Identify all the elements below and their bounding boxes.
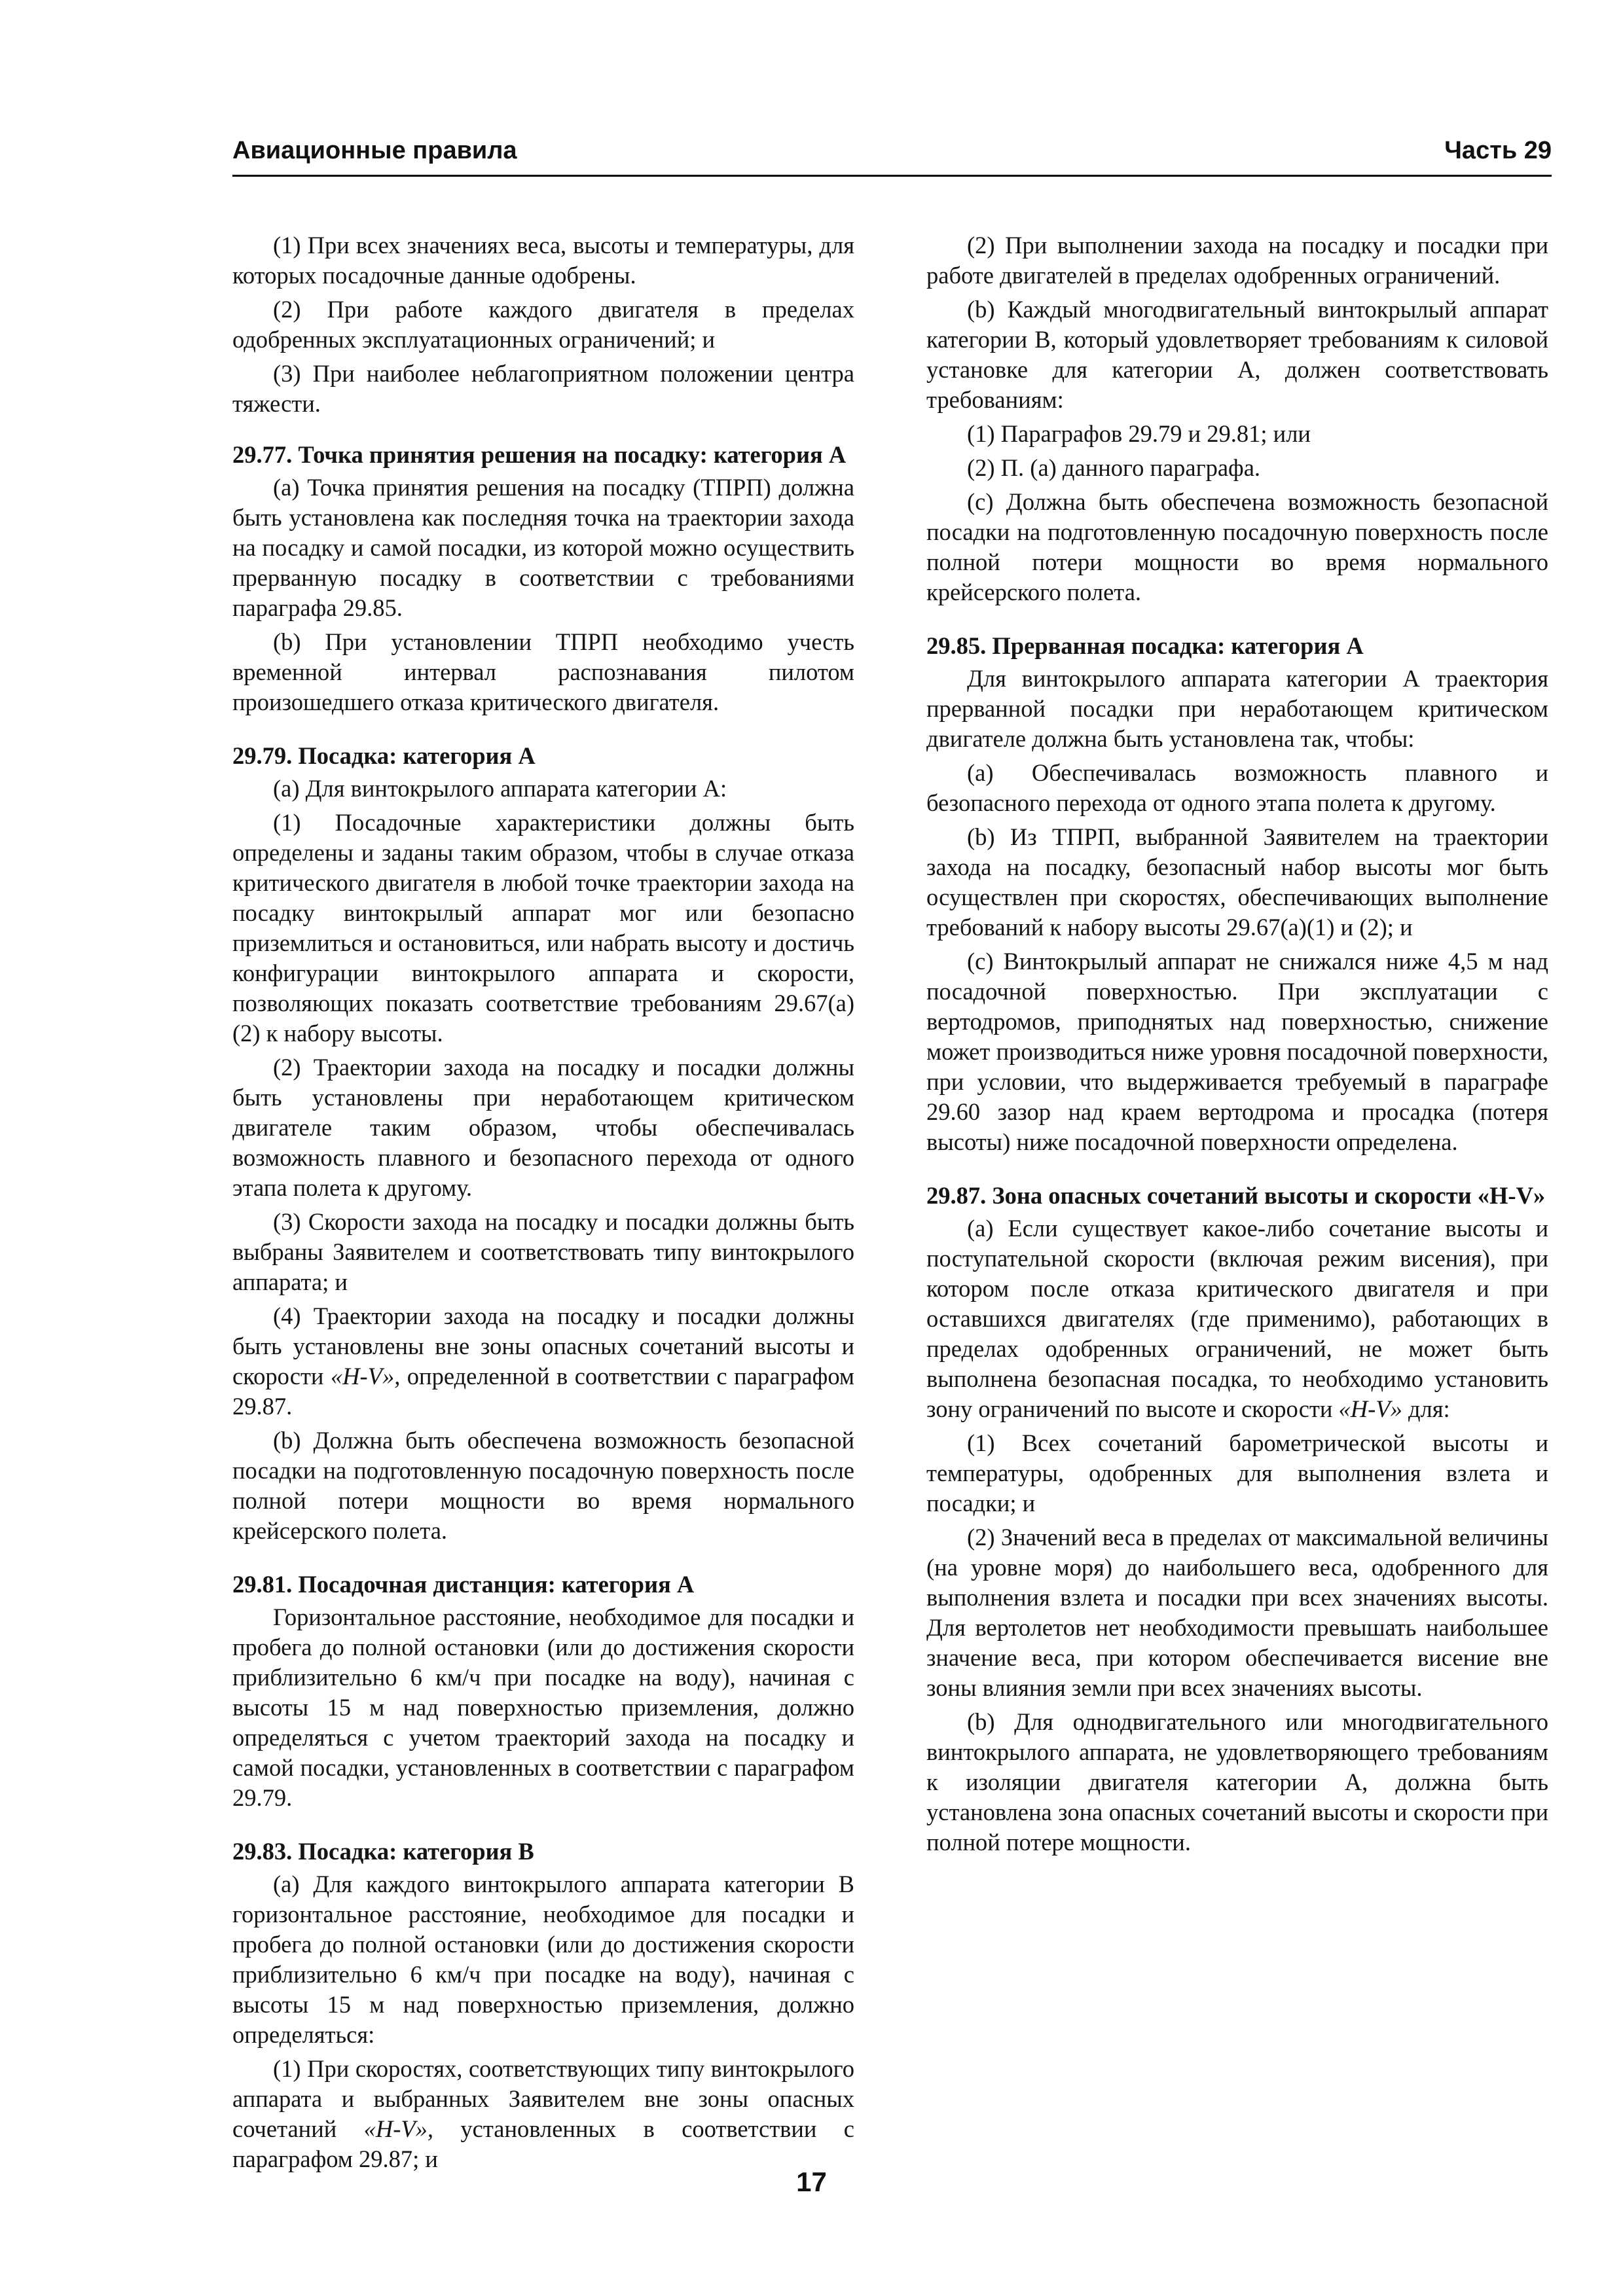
text-run: для: [1402,1395,1450,1422]
text-run: определенной в соответствии с параграфом 29.87. [232,1363,854,1420]
paragraph: (а) Для каждого винтокрылого аппарата категории В горизонтальное расстояние, необходимое для посадки и пробега до полной остановки (или до достижения скорости приблизительно 6 км/ч при посадке на воду), начиная с высоты 15 м над поверхностью приземления, должно определяться: [232,1871,854,2048]
right-column [926,230,1548,1861]
paragraph: (2) При работе каждого двигателя в пределах одобренных эксплуатационных ограничений; и [232,296,854,353]
hv-term: «H-V», [330,1363,401,1390]
section-heading-29-79: 29.79. Посадка: категория А [232,742,536,769]
paragraph: (а) Для винтокрылого аппарата категории А: [273,775,727,802]
paragraph: Для винтокрылого аппарата категории А траектория прерванной посадки при неработающем критическом двигателе должна быть установлена так, чтобы: [926,665,1548,752]
paragraph: (3) При наиболее неблагоприятном положении центра тяжести. [232,360,854,417]
paragraph: (b) При установлении ТПРП необходимо учесть временной интервал распознавания пилотом произошедшего отказа критического двигателя. [232,628,854,715]
paragraph [232,1301,854,1422]
paragraph [926,1213,1548,1424]
paragraph: (1) Посадочные характеристики должны быть определены и заданы таким образом, чтобы в случае отказа критического двигателя в любой точке траектории захода на посадку винтокрылый аппарат мог или безопасно приземлиться и остановиться, или набрать высоту и достичь конфигурации винтокрылого аппарата и скорости, позволяющих показать соответствие требованиям 29.67(a)(2) к набору высоты. [232,809,854,1047]
paragraph: (2) Траектории захода на посадку и посадки должны быть установлены при неработающем критическом двигателе таким образом, чтобы обеспечивалась возможность плавного и безопасного перехода от одного этапа полета к другому. [232,1054,854,1201]
left-column [232,230,854,2178]
paragraph: (2) При выполнении захода на посадку и посадки при работе двигателей в пределах одобренных ограничений. [926,232,1548,289]
hv-term: «H-V» [1338,1395,1402,1422]
paragraph: (1) Всех сочетаний барометрической высоты и температуры, одобренных для выполнения взлета и посадки; и [926,1429,1548,1516]
text-run: (а) Если существует какое-либо сочетание высоты и поступательной скорости (включая режим висения), при котором после отказа критического двигателя и при оставшихся двигателях (где применимо), работающих в пределах одобренных ограничений, не может быть выполнена безопасная посадка, то необходимо установить зону ограничений по высоте и скорости [926,1215,1548,1422]
paragraph: (а) Обеспечивалась возможность плавного и безопасного перехода от одного этапа полета к другому. [926,759,1548,816]
paragraph: (2) Значений веса в пределах от максимальной величины (на уровне моря) до наибольшего веса, одобренного для выполнения взлета и посадки при всех значениях высоты. Для вертолетов нет необходимости превышать наибольшее значение веса, при котором обеспечивается висение вне зоны влияния земли при всех значениях высоты. [926,1524,1548,1701]
section-heading-29-83: 29.83. Посадка: категория В [232,1838,534,1865]
paragraph: Горизонтальное расстояние, необходимое для посадки и пробега до полной остановки (или до достижения скорости приблизительно 6 км/ч при посадке на воду), начиная с высоты 15 м над поверхностью приземления, должно определяться с учетом траекторий захода на посадку и самой посадки, установленных в соответствии с параграфом 29.79. [232,1604,854,1811]
section-heading-29-85: 29.85. Прерванная посадка: категория А [926,632,1364,659]
paragraph: (с) Должна быть обеспечена возможность безопасной посадки на подготовленную посадочную поверхность после полной потери мощности во время нормального крейсерского полета. [926,488,1548,605]
header-document-title: Авиационные правила [232,137,517,164]
page-number: 17 [796,2166,827,2197]
text-run: установленных в соответствии с параграфом 29.87; и [232,2115,854,2172]
hv-term: «H-V», [363,2115,434,2142]
text-run: (4) Траектории захода на посадку и посадки должны быть установлены вне зоны опасных сочетаний высоты и скорости [232,1302,854,1390]
paragraph: (b) Должна быть обеспечена возможность безопасной посадки на подготовленную посадочную поверхность после полной потери мощности во время нормального крейсерского полета. [232,1427,854,1544]
paragraph [232,2054,854,2174]
text-run: (1) При скоростях, соответствующих типу винтокрылого аппарата и выбранных Заявителем вне зоны опасных сочетаний [232,2055,854,2142]
section-heading-29-87: 29.87. Зона опасных сочетаний высоты и скорости «H-V» [926,1182,1546,1209]
paragraph: (а) Точка принятия решения на посадку (ТПРП) должна быть установлена как последняя точка на траектории захода на посадку и самой посадки, из которой можно осуществить прерванную посадку в соответствии с требованиями параграфа 29.85. [232,474,854,621]
paragraph: (b) Каждый многодвигательный винтокрылый аппарат категории В, который удовлетворяет требованиям к силовой установке для категории А, должен соответствовать требованиям: [926,296,1548,413]
paragraph: (1) При всех значениях веса, высоты и температуры, для которых посадочные данные одобрены. [232,232,854,289]
page-header [232,134,1552,177]
section-heading-29-81: 29.81. Посадочная дистанция: категория А [232,1571,695,1598]
header-part-number: Часть 29 [1444,137,1552,164]
paragraph: (2) П. (а) данного параграфа. [967,454,1261,481]
paragraph: (b) Для однодвигательного или многодвигательного винтокрылого аппарата, не удовлетворяющего требованиям к изоляции двигателя категории А, должна быть установлена зона опасных сочетаний высоты и скорости при полной потере мощности. [926,1708,1548,1856]
paragraph: (b) Из ТПРП, выбранной Заявителем на траектории захода на посадку, безопасный набор высоты мог быть осуществлен при скоростях, обеспечивающих выполнение требований к набору высоты 29.67(a)(1) и (2); и [926,823,1548,941]
section-heading-29-77: 29.77. Точка принятия решения на посадку: категория А [232,441,847,468]
paragraph: (с) Винтокрылый аппарат не снижался ниже 4,5 м над посадочной поверхностью. При эксплуатации с вертодромов, приподнятых над поверхностью, снижение может производиться ниже уровня посадочной поверхности, при условии, что выдерживается требуемый в параграфе 29.60 зазор над краем вертодрома и просадка (потеря высоты) ниже посадочной поверхности определена. [926,948,1548,1155]
paragraph: (3) Скорости захода на посадку и посадки должны быть выбраны Заявителем и соответствовать типу винтокрылого аппарата; и [232,1208,854,1295]
paragraph: (1) Параграфов 29.79 и 29.81; или [967,420,1311,447]
